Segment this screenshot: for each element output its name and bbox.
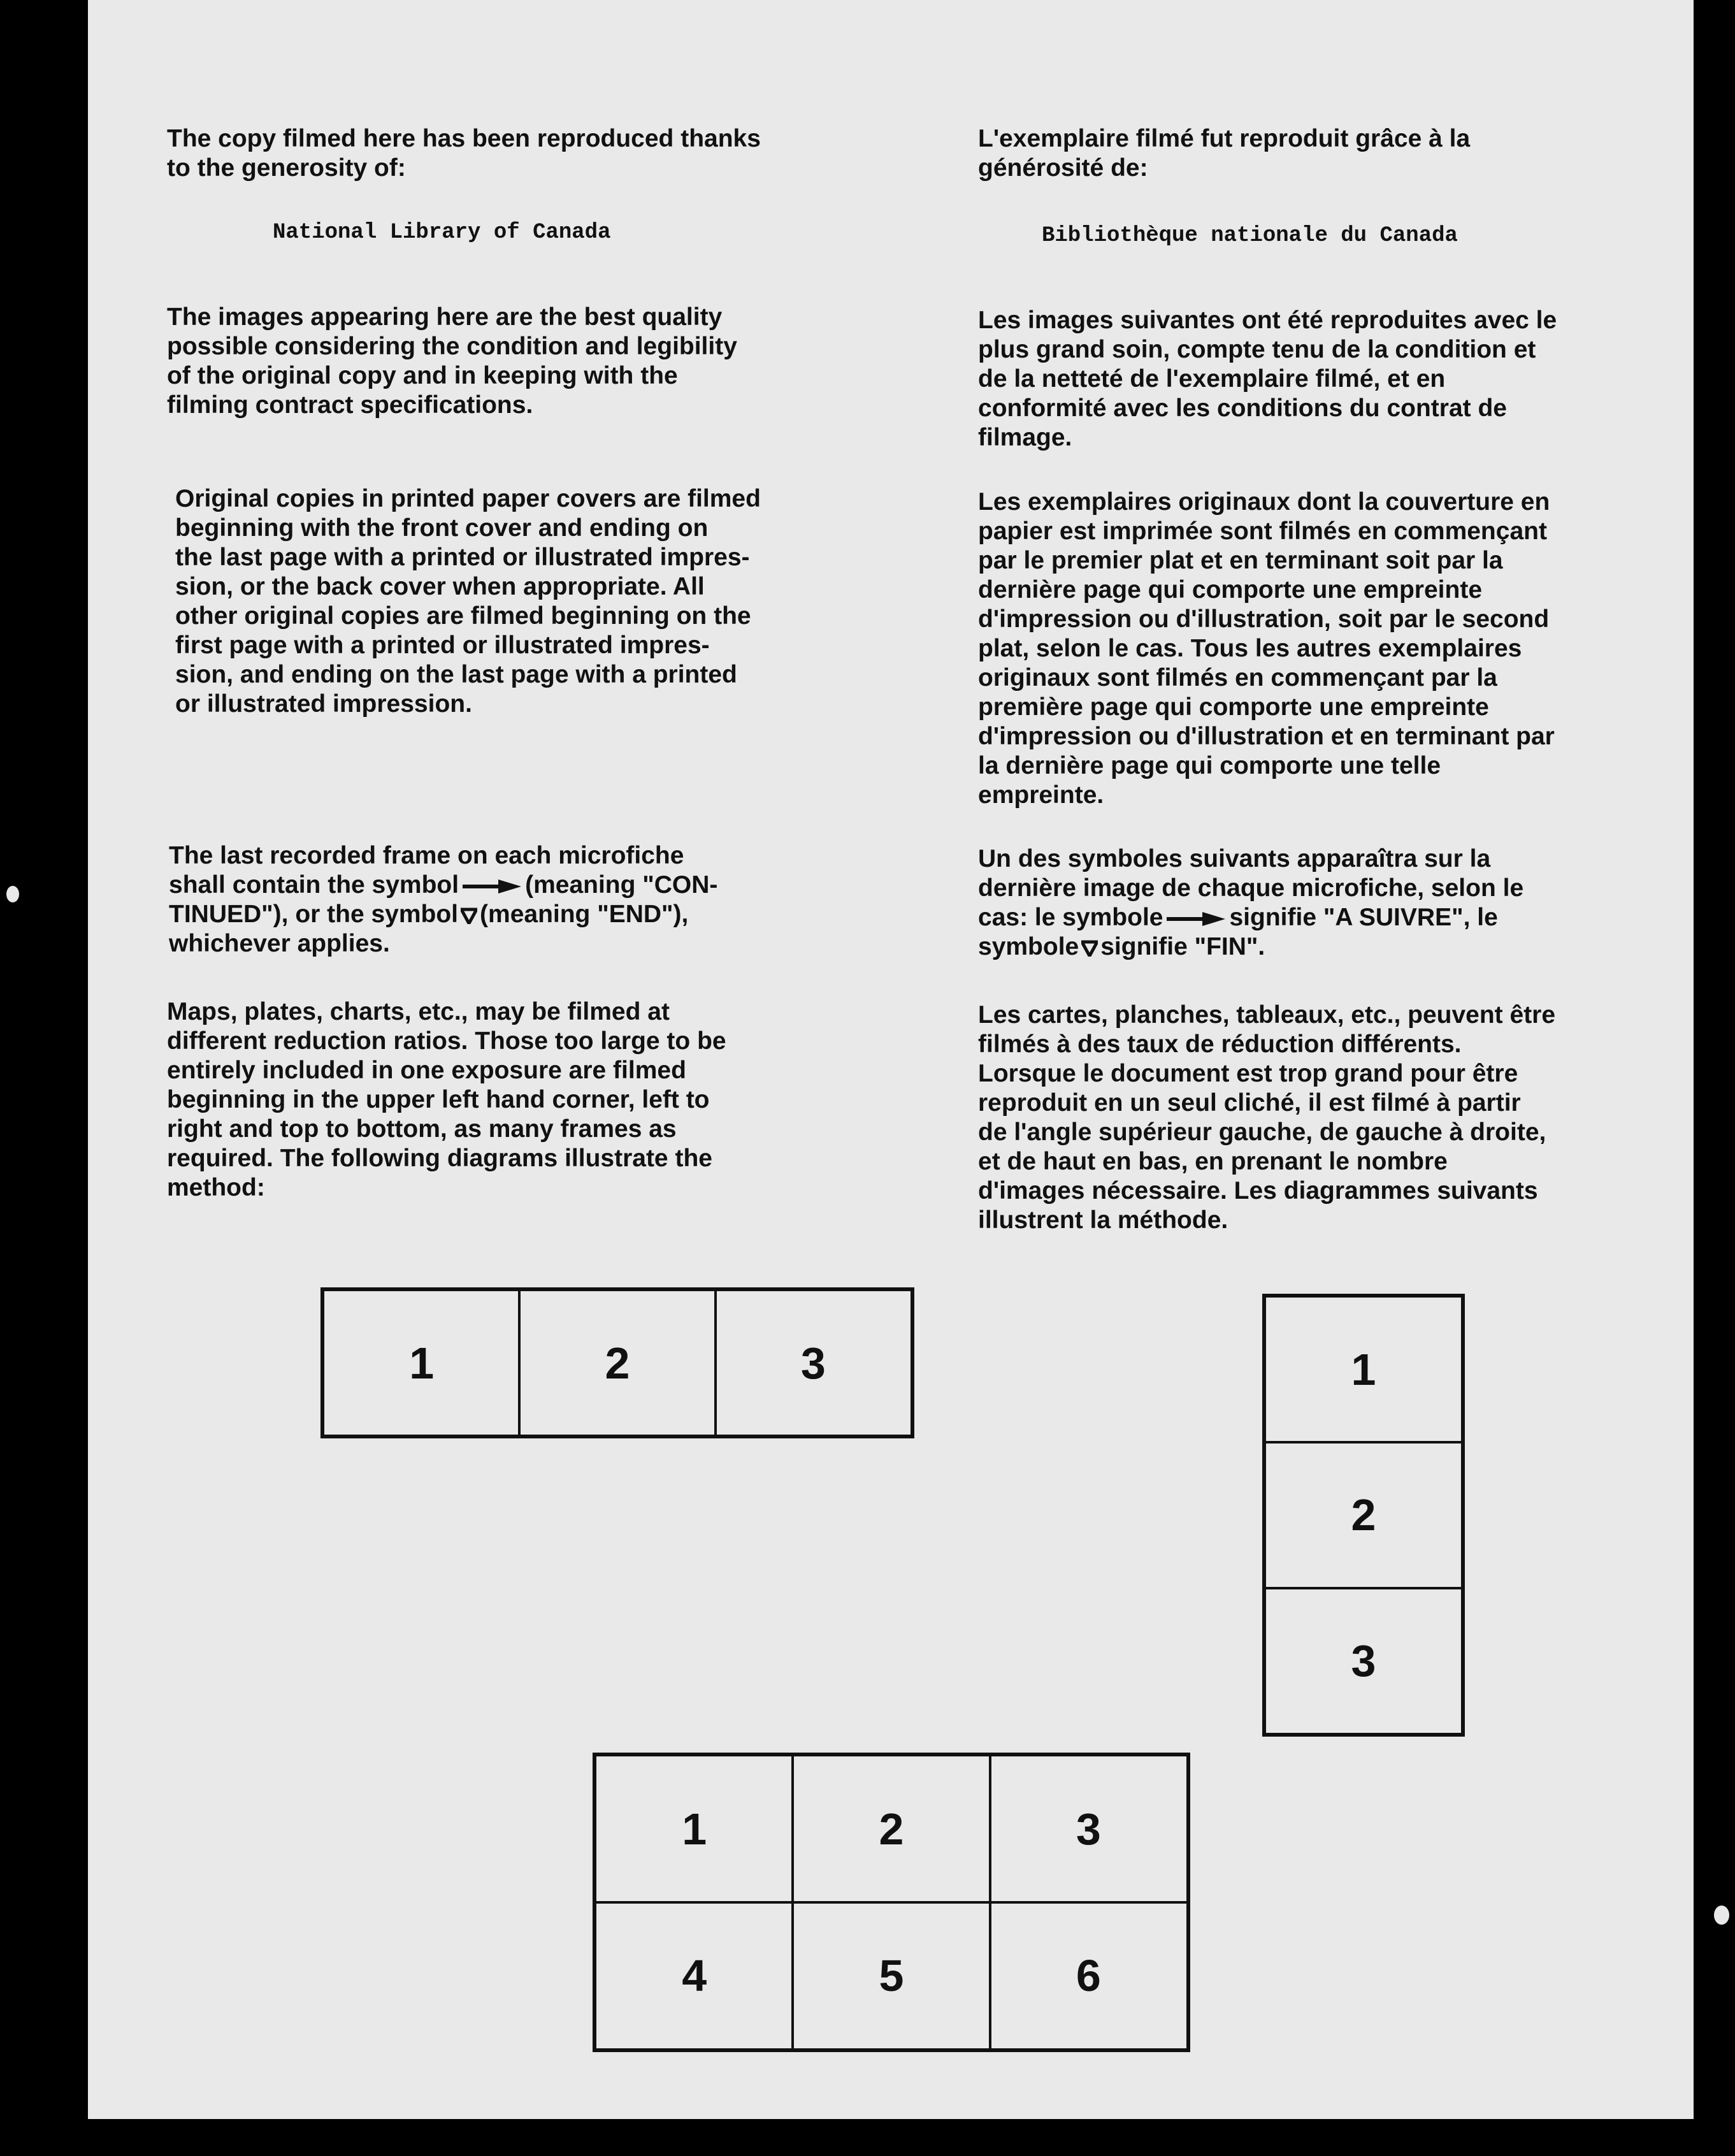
frame-cell: 2 (518, 1289, 716, 1436)
right-symbols-line-1: Un des symboles suivants apparaîtra sur la (978, 845, 1491, 872)
left-symbols-line-2b: (meaning "CON- (525, 871, 718, 899)
diagram-two-by-three-grid (593, 1753, 1190, 2052)
left-symbols-line-2 (169, 871, 882, 900)
right-symbols-line-4b: signifie "FIN". (1100, 933, 1265, 960)
left-symbols-line-3 (169, 900, 882, 929)
left-symbols-line-4: whichever applies. (169, 930, 390, 957)
end-triangle-icon (461, 908, 477, 924)
frame-cell: 4 (594, 1901, 794, 2050)
left-intro (167, 124, 881, 183)
left-quality-paragraph (167, 303, 881, 420)
left-originals-paragraph (175, 484, 889, 719)
frame-cell: 3 (1264, 1587, 1463, 1735)
left-library-name: National Library of Canada (273, 221, 611, 245)
right-symbols-line-4a: symbole (978, 933, 1079, 960)
frame-cell: 5 (791, 1901, 991, 2050)
right-symbols-line-3 (978, 903, 1692, 932)
right-quality-text: Les images suivantes ont été reproduites avec le plus grand soin, compte tenu de la condition et de la netteté de l'exemplaire filmé, et en conformité avec les conditions du contrat de filmage. (978, 307, 1557, 451)
right-symbols-paragraph (978, 844, 1692, 962)
frame-cell: 6 (989, 1901, 1188, 2050)
right-maps-text: Les cartes, planches, tableaux, etc., peuvent être filmés à des taux de réduction différents. Lorsque le document est trop grand pour être reproduit en un seul cliché, il est filmé à partir de l'angle supérieur gauche, de gauche à droite, et de haut en bas, en prenant le nombre d'images nécessaire. Les diagrammes suivants illustrent la méthode. (978, 1001, 1556, 1234)
left-symbols-line-3a: TINUED"), or the symbol (169, 901, 459, 928)
frame-cell: 2 (791, 1754, 991, 1904)
suivre-arrow-icon (1167, 912, 1225, 926)
diagram-horizontal-row (320, 1287, 914, 1438)
fin-triangle-icon (1081, 940, 1098, 957)
frame-cell: 2 (1264, 1441, 1463, 1589)
right-originals-text: Les exemplaires originaux dont la couverture en papier est imprimée sont filmés en commençant par le premier plat et en terminant soit par la dernière page qui comporte une empreinte d'impression ou d'illustration, soit par le second plat, selon le cas. Tous les autres exemplaires originaux sont filmés en commençant par la première page qui comporte une empreinte d'impression ou d'illustration et en terminant par la dernière page qui comporte une telle empreinte. (978, 488, 1555, 809)
left-originals-text: Original copies in printed paper covers are filmed beginning with the front cover and ending on the last page with a printed or illustrated impres- sion, or the back cover when appropriate. All other original copies are filmed beginning on the first page with a printed or illustrated impres- sion, and ending on the last page with a printed or illustrated impression. (175, 485, 761, 718)
right-intro (978, 124, 1692, 183)
right-maps-paragraph (978, 1001, 1692, 1235)
left-quality-text: The images appearing here are the best quality possible considering the condition and legibility of the original copy and in keeping with the filming contract specifications. (167, 303, 737, 419)
scan-speck (1714, 1906, 1729, 1925)
frame-cell: 1 (322, 1289, 521, 1436)
left-intro-text: The copy filmed here has been reproduced thanks to the generosity of: (167, 125, 761, 182)
right-intro-text: L'exemplaire filmé fut reproduit grâce à la générosité de: (978, 125, 1471, 182)
frame-cell: 1 (1264, 1296, 1463, 1443)
right-symbols-line-3b: signifie "A SUIVRE", le (1229, 904, 1498, 931)
right-quality-paragraph (978, 306, 1692, 452)
right-symbols-line-2: dernière image de chaque microfiche, selon le (978, 874, 1524, 902)
left-symbols-line-2a: shall contain the symbol (169, 871, 459, 899)
right-library-name: Bibliothèque nationale du Canada (1042, 224, 1458, 248)
left-maps-paragraph (167, 997, 881, 1203)
frame-cell: 3 (714, 1289, 912, 1436)
continued-arrow-icon (463, 879, 521, 894)
left-symbols-line-3b: (meaning "END"), (480, 901, 689, 928)
left-symbols-paragraph (169, 841, 882, 959)
frame-cell: 3 (989, 1754, 1188, 1904)
right-symbols-line-4 (978, 932, 1692, 962)
left-symbols-line-1: The last recorded frame on each microfiche (169, 842, 684, 869)
diagram-vertical-column (1262, 1294, 1465, 1737)
frame-cell: 1 (594, 1754, 794, 1904)
right-symbols-line-3a: cas: le symbole (978, 904, 1163, 931)
left-maps-text: Maps, plates, charts, etc., may be filmed at different reduction ratios. Those too large to be entirely included in one exposure are filmed beginning in the upper left hand corner, left to right and top to bottom, as many frames as required. The following diagrams illustrate the method: (167, 998, 726, 1201)
right-originals-paragraph (978, 488, 1692, 810)
scan-speck (6, 886, 19, 902)
